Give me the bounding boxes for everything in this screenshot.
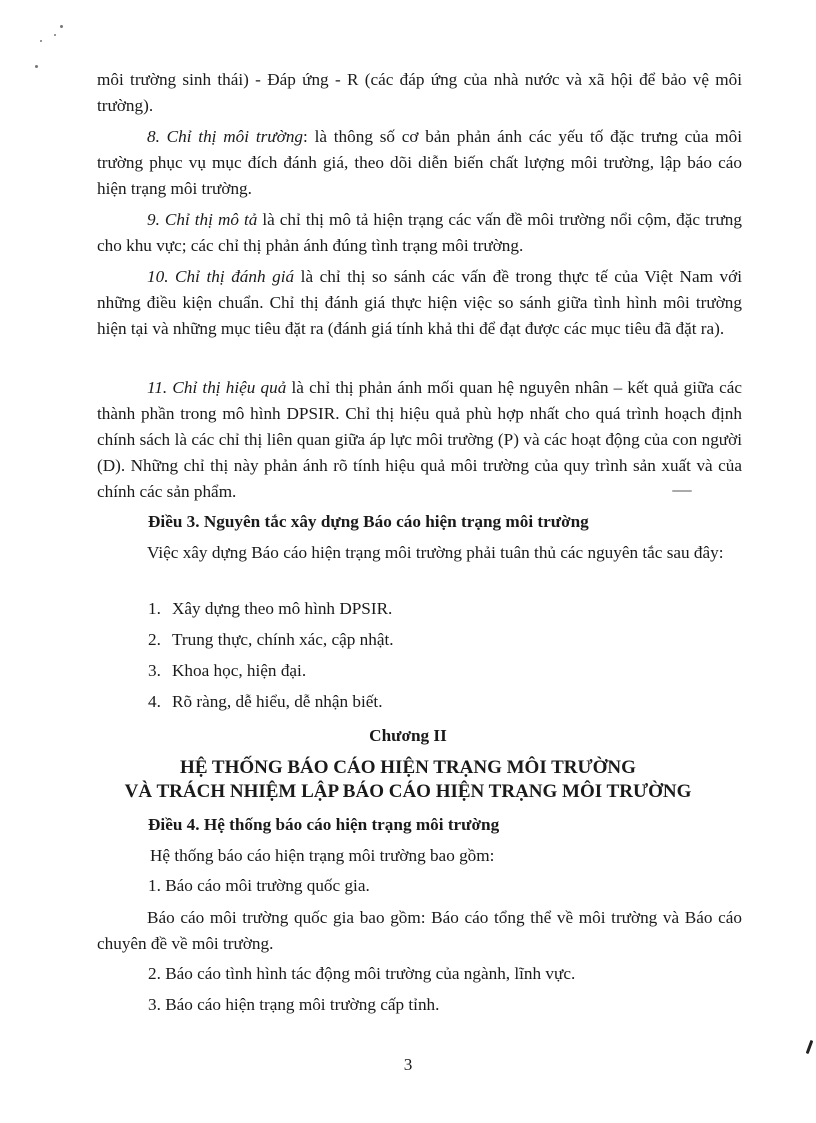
list-text: Trung thực, chính xác, cập nhật. <box>172 630 394 649</box>
scan-speck <box>40 40 42 42</box>
list-number: 3. <box>148 661 161 680</box>
definition-text: là chỉ thị phản ánh mối quan hệ nguyên nhân – kết quả giữa các thành phần trong mô hình DPSIR. Chỉ thị hiệu quả phù hợp nhất cho quá trình hoạch định chính sách là các chỉ thị liên quan giữa áp lực môi trường (P) và các hoạt động của con người (D). Những chỉ thị này phản ánh rõ tính hiệu quả môi trường của quy trình sản xuất và của chính các sản phẩm. <box>97 378 742 501</box>
article-3-heading: Điều 3. Nguyên tắc xây dựng Báo cáo hiện trạng môi trường <box>148 512 589 531</box>
scan-speck <box>35 65 38 68</box>
definition-term: 11. Chỉ thị hiệu quả <box>147 378 287 397</box>
scan-speck <box>60 25 63 28</box>
definition-11 <box>97 375 742 505</box>
article-4-item-1: 1. Báo cáo môi trường quốc gia. <box>148 876 370 895</box>
article-4-item-2: 2. Báo cáo tình hình tác động môi trường của ngành, lĩnh vực. <box>148 964 576 983</box>
definition-term: 9. Chỉ thị mô tả <box>147 210 258 229</box>
scan-speck <box>54 34 56 36</box>
page-number: 3 <box>403 1055 413 1074</box>
article-4-heading: Điều 4. Hệ thống báo cáo hiện trạng môi trường <box>148 815 500 834</box>
list-text: Rõ ràng, dễ hiểu, dễ nhận biết. <box>172 692 383 711</box>
list-item <box>148 658 306 684</box>
list-item <box>148 689 383 715</box>
definition-text: là chỉ thị so sánh các vấn đề trong thực tế của Việt Nam với những điều kiện chuẩn. Chỉ thị đánh giá thực hiện việc so sánh giữa tình hình môi trường hiện tại và những mục tiêu đặt ra (đánh giá tính khả thi để đạt được các mục tiêu đã đặt ra). <box>97 267 742 338</box>
list-number: 1. <box>148 599 161 618</box>
definition-8 <box>97 124 742 202</box>
definition-term: 10. Chỉ thị đánh giá <box>147 267 295 286</box>
definition-term: 8. Chỉ thị môi trường <box>147 127 304 146</box>
article-4-intro: Hệ thống báo cáo hiện trạng môi trường bao gồm: <box>150 846 495 865</box>
chapter-title-line-1: HỆ THỐNG BÁO CÁO HIỆN TRẠNG MÔI TRƯỜNG <box>180 757 636 778</box>
definition-text: : là thông số cơ bản phản ánh các yếu tố đặc trưng của môi trường phục vụ mục đích đánh giá, theo dõi diễn biến chất lượng môi trường, lập báo cáo hiện trạng môi trường. <box>97 127 742 198</box>
intro-paragraph: môi trường sinh thái) - Đáp ứng - R (các đáp ứng của nhà nước và xã hội để bảo vệ môi trường). <box>97 70 742 115</box>
chapter-title-line-2: VÀ TRÁCH NHIỆM LẬP BÁO CÁO HIỆN TRẠNG MÔI TRƯỜNG <box>124 781 692 802</box>
list-number: 4. <box>148 692 161 711</box>
definition-10 <box>97 264 742 342</box>
list-text: Khoa học, hiện đại. <box>172 661 307 680</box>
article-3-intro: Việc xây dựng Báo cáo hiện trạng môi trường phải tuân thủ các nguyên tắc sau đây: <box>147 543 724 562</box>
definition-text: là chỉ thị mô tả hiện trạng các vấn đề môi trường nổi cộm, đặc trưng cho khu vực; các chỉ thị phản ánh đúng tình trạng môi trường. <box>97 210 742 255</box>
article-4-item-3: 3. Báo cáo hiện trạng môi trường cấp tỉnh. <box>148 995 440 1014</box>
article-4-item-1-detail: Báo cáo môi trường quốc gia bao gồm: Báo cáo tổng thể về môi trường và Báo cáo chuyên đề về môi trường. <box>97 908 742 953</box>
definition-9 <box>97 207 742 259</box>
chapter-label: Chương II <box>369 726 447 745</box>
list-text: Xây dựng theo mô hình DPSIR. <box>172 599 393 618</box>
list-number: 2. <box>148 630 161 649</box>
list-item <box>148 627 394 653</box>
list-item <box>148 596 392 622</box>
